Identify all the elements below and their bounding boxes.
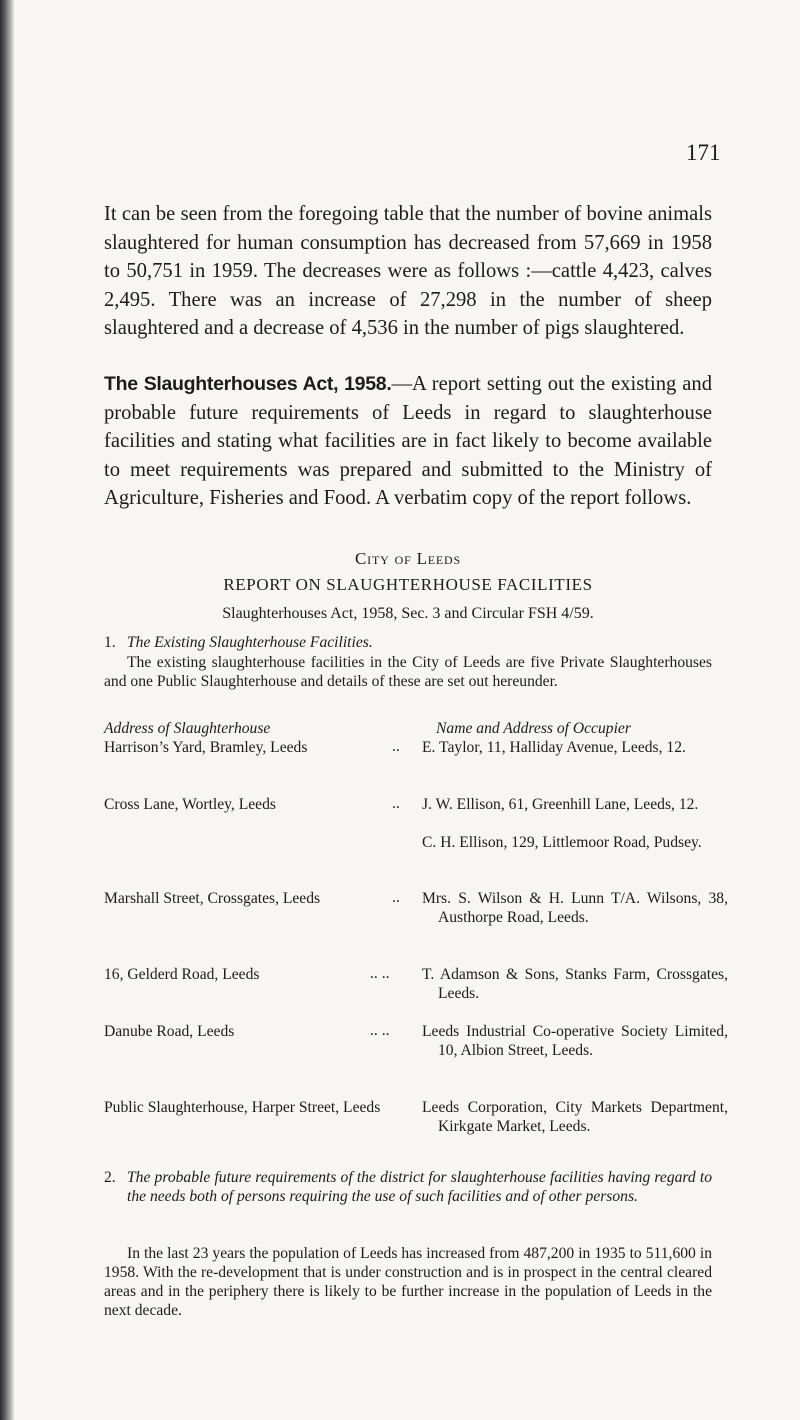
table-row-occupier: Mrs. S. Wilson & H. Lunn T/A. Wilsons, 38, Austhorpe Road, Leeds. xyxy=(422,890,728,926)
table-row-occupier: T. Adamson & Sons, Stanks Farm, Crossgates, Leeds. xyxy=(422,966,728,1002)
table-header-address: Address of Slaughterhouse xyxy=(104,720,271,737)
table-row-address: Harrison’s Yard, Bramley, Leeds xyxy=(104,739,308,756)
leader-dots: .. xyxy=(392,738,400,755)
intro-paragraph: It can be seen from the foregoing table that the number of bovine animals slaughtered for human consumption has decreased from 57,669 in 1958 to 50,751 in 1959. The decreases were as follows :—cattle 4,423, calves 2,495. There was an increase of 27,298 in the number of sheep slaughtered and a decrease of 4,536 in the number of pigs slaughtered. xyxy=(104,203,712,340)
item2-number: 2. xyxy=(104,1169,116,1186)
leader-dots: .. .. xyxy=(370,1022,390,1039)
table-row-address: Cross Lane, Wortley, Leeds xyxy=(104,796,276,813)
table-row-occupier-secondary: C. H. Ellison, 129, Littlemoor Road, Pudsey. xyxy=(422,834,702,851)
act-heading: The Slaughterhouses Act, 1958. xyxy=(104,373,392,395)
table-header-occupier: Name and Address of Occupier xyxy=(436,720,631,737)
act-paragraph xyxy=(104,370,712,513)
leader-dots: .. .. xyxy=(370,965,390,982)
table-row-address: 16, Gelderd Road, Leeds xyxy=(104,966,260,983)
item2-heading: The probable future requirements of the district for slaughterhouse facilities having regard to the needs both of persons requiring the use of such facilities and of other persons. xyxy=(127,1169,712,1205)
table-row-address: Danube Road, Leeds xyxy=(104,1023,235,1040)
table-row-occupier: E. Taylor, 11, Halliday Avenue, Leeds, 12. xyxy=(422,739,686,756)
item1-number: 1. xyxy=(104,634,116,651)
table-row-occupier: Leeds Industrial Co-operative Society Limited, 10, Albion Street, Leeds. xyxy=(422,1023,728,1059)
item1-text: The existing slaughterhouse facilities in the City of Leeds are five Private Slaughterhouses and one Public Slaughterhouse and details of these are set out hereunder. xyxy=(104,654,712,690)
report-city: City of Leeds xyxy=(355,549,461,568)
table-row-occupier: Leeds Corporation, City Markets Department, Kirkgate Market, Leeds. xyxy=(422,1099,728,1135)
table-row-address: Public Slaughterhouse, Harper Street, Leeds xyxy=(104,1099,381,1116)
leader-dots: .. xyxy=(392,795,400,812)
report-title: REPORT ON SLAUGHTERHOUSE FACILITIES xyxy=(223,575,593,594)
item2-text: In the last 23 years the population of Leeds has increased from 487,200 in 1935 to 511,600 in 1958. With the re-development that is under construction and is in prospect in the central cleared areas and in the periphery there is likely to be further increase in the population of Leeds in the next decade. xyxy=(104,1245,712,1319)
item1-heading: The Existing Slaughterhouse Facilities. xyxy=(127,634,373,651)
page-number: 171 xyxy=(686,140,721,165)
leader-dots: .. xyxy=(392,889,400,906)
report-subtitle: Slaughterhouses Act, 1958, Sec. 3 and Circular FSH 4/59. xyxy=(222,605,594,622)
table-row-address: Marshall Street, Crossgates, Leeds xyxy=(104,890,321,907)
act-text: —A report setting out the existing and probable future requirements of Leeds in regard to slaughterhouse facilities and stating what facilities are in fact likely to become available to meet requirements was prepared and submitted to the Ministry of Agriculture, Fisheries and Food. A verbatim copy of the report follows. xyxy=(104,373,712,510)
table-row-occupier: J. W. Ellison, 61, Greenhill Lane, Leeds, 12. xyxy=(422,796,699,813)
